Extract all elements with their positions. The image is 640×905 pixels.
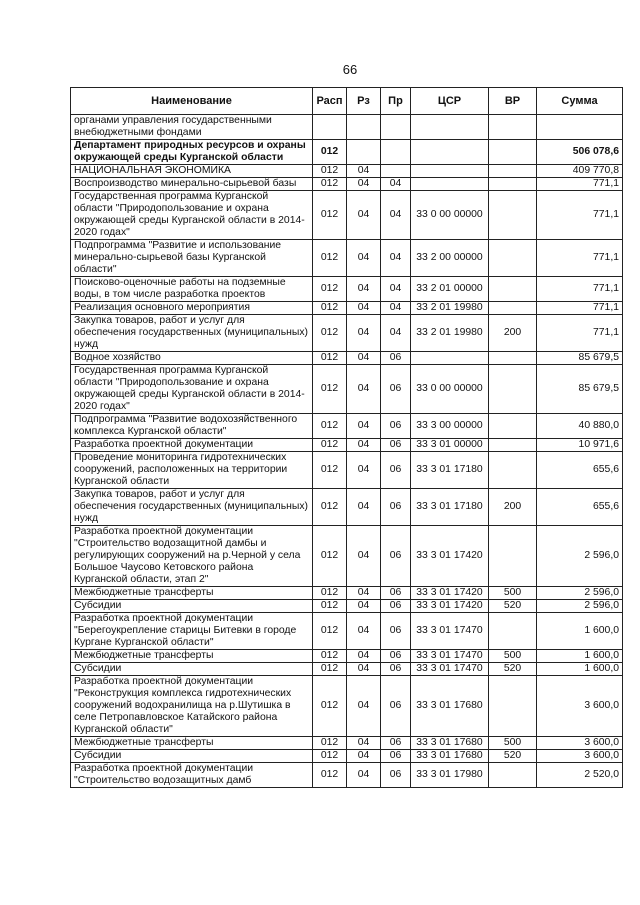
cell-sum: 3 600,0	[537, 676, 623, 737]
cell-vr	[489, 676, 537, 737]
table-row	[71, 115, 623, 140]
cell-sum: 771,1	[537, 302, 623, 315]
table-row	[71, 140, 623, 165]
cell-rasp: 012	[313, 191, 347, 240]
cell-vr	[489, 613, 537, 650]
cell-pr	[381, 115, 411, 140]
table-row	[71, 240, 623, 277]
cell-csr: 33 3 01 17470	[411, 650, 489, 663]
cell-rz	[347, 115, 381, 140]
cell-pr: 06	[381, 526, 411, 587]
cell-name: Разработка проектной документации "Реконструкция комплекса гидротехнических сооружений водохранилища на р.Шутишка в селе Петропавловское Катайского района Курганской области"	[71, 676, 313, 737]
cell-csr: 33 3 01 17680	[411, 676, 489, 737]
header-csr: ЦСР	[411, 88, 489, 115]
cell-vr	[489, 302, 537, 315]
cell-pr: 04	[381, 191, 411, 240]
table-row	[71, 178, 623, 191]
cell-sum: 2 596,0	[537, 587, 623, 600]
table-row	[71, 439, 623, 452]
table-row	[71, 489, 623, 526]
cell-pr: 06	[381, 365, 411, 414]
cell-sum: 85 679,5	[537, 365, 623, 414]
cell-vr	[489, 526, 537, 587]
table-row	[71, 526, 623, 587]
cell-pr: 04	[381, 178, 411, 191]
cell-vr	[489, 277, 537, 302]
cell-name: Государственная программа Курганской области "Природопользование и охрана окружающей среды Курганской области в 2014-2020 годах"	[71, 365, 313, 414]
cell-rasp: 012	[313, 750, 347, 763]
cell-rz: 04	[347, 676, 381, 737]
cell-name: Подпрограмма "Развитие и использование минерально-сырьевой базы Курганской области"	[71, 240, 313, 277]
cell-pr: 04	[381, 277, 411, 302]
cell-rz: 04	[347, 302, 381, 315]
header-vr: ВР	[489, 88, 537, 115]
cell-rz: 04	[347, 489, 381, 526]
cell-rz: 04	[347, 600, 381, 613]
cell-name: Департамент природных ресурсов и охраны окружающей среды Курганской области	[71, 140, 313, 165]
cell-name: органами управления государственными внебюджетными фондами	[71, 115, 313, 140]
cell-sum: 2 596,0	[537, 526, 623, 587]
cell-vr	[489, 165, 537, 178]
cell-vr	[489, 414, 537, 439]
header-rz: Рз	[347, 88, 381, 115]
table-header-row	[71, 88, 623, 115]
header-rasp: Расп	[313, 88, 347, 115]
cell-sum: 655,6	[537, 489, 623, 526]
cell-name: Воспроизводство минерально-сырьевой базы	[71, 178, 313, 191]
table-row	[71, 165, 623, 178]
cell-name: Межбюджетные трансферты	[71, 650, 313, 663]
header-pr: Пр	[381, 88, 411, 115]
cell-sum	[537, 115, 623, 140]
cell-rasp	[313, 115, 347, 140]
cell-pr: 06	[381, 600, 411, 613]
cell-rasp: 012	[313, 240, 347, 277]
header-sum: Сумма	[537, 88, 623, 115]
cell-rz: 04	[347, 452, 381, 489]
cell-rasp: 012	[313, 178, 347, 191]
cell-name: Водное хозяйство	[71, 352, 313, 365]
cell-rasp: 012	[313, 613, 347, 650]
cell-csr: 33 3 01 17180	[411, 489, 489, 526]
cell-vr: 200	[489, 489, 537, 526]
table-row	[71, 676, 623, 737]
cell-vr: 520	[489, 600, 537, 613]
cell-csr: 33 3 01 17420	[411, 526, 489, 587]
cell-rasp: 012	[313, 650, 347, 663]
cell-vr	[489, 178, 537, 191]
table-row	[71, 302, 623, 315]
table-row	[71, 763, 623, 788]
cell-vr	[489, 140, 537, 165]
cell-vr: 200	[489, 315, 537, 352]
cell-name: Проведение мониторинга гидротехнических сооружений, расположенных на территории Курганской области	[71, 452, 313, 489]
cell-csr: 33 3 01 17680	[411, 750, 489, 763]
cell-rz: 04	[347, 613, 381, 650]
cell-pr	[381, 165, 411, 178]
cell-pr: 04	[381, 240, 411, 277]
cell-rz: 04	[347, 277, 381, 302]
cell-pr: 06	[381, 663, 411, 676]
cell-sum: 771,1	[537, 191, 623, 240]
cell-name: Субсидии	[71, 750, 313, 763]
cell-pr: 06	[381, 737, 411, 750]
cell-rasp: 012	[313, 277, 347, 302]
cell-name: Разработка проектной документации	[71, 439, 313, 452]
cell-rz: 04	[347, 763, 381, 788]
cell-vr	[489, 365, 537, 414]
cell-pr: 04	[381, 302, 411, 315]
cell-name: Закупка товаров, работ и услуг для обеспечения государственных (муниципальных) нужд	[71, 489, 313, 526]
cell-csr: 33 3 01 17180	[411, 452, 489, 489]
table-row	[71, 613, 623, 650]
cell-vr: 520	[489, 750, 537, 763]
cell-rz: 04	[347, 315, 381, 352]
cell-csr: 33 3 01 17980	[411, 763, 489, 788]
cell-pr: 06	[381, 750, 411, 763]
header-name: Наименование	[71, 88, 313, 115]
cell-csr	[411, 178, 489, 191]
cell-csr: 33 3 01 00000	[411, 439, 489, 452]
cell-sum: 655,6	[537, 452, 623, 489]
cell-rasp: 012	[313, 414, 347, 439]
cell-sum: 771,1	[537, 178, 623, 191]
cell-sum: 1 600,0	[537, 650, 623, 663]
cell-csr: 33 2 01 19980	[411, 302, 489, 315]
cell-rasp: 012	[313, 315, 347, 352]
table-row	[71, 352, 623, 365]
cell-pr: 06	[381, 587, 411, 600]
cell-rasp: 012	[313, 365, 347, 414]
cell-rasp: 012	[313, 489, 347, 526]
cell-name: Государственная программа Курганской области "Природопользование и охрана окружающей среды Курганской области в 2014-2020 годах"	[71, 191, 313, 240]
cell-rasp: 012	[313, 737, 347, 750]
cell-sum: 771,1	[537, 240, 623, 277]
cell-name: Субсидии	[71, 663, 313, 676]
table-row	[71, 750, 623, 763]
cell-pr: 06	[381, 676, 411, 737]
cell-pr: 06	[381, 763, 411, 788]
cell-sum: 2 520,0	[537, 763, 623, 788]
cell-csr: 33 0 00 00000	[411, 191, 489, 240]
cell-vr	[489, 452, 537, 489]
cell-rz: 04	[347, 439, 381, 452]
cell-rasp: 012	[313, 526, 347, 587]
cell-csr: 33 2 00 00000	[411, 240, 489, 277]
cell-rasp: 012	[313, 352, 347, 365]
cell-rasp: 012	[313, 452, 347, 489]
cell-csr	[411, 140, 489, 165]
cell-rasp: 012	[313, 302, 347, 315]
table-row	[71, 315, 623, 352]
cell-vr	[489, 240, 537, 277]
cell-sum: 771,1	[537, 315, 623, 352]
table-row	[71, 365, 623, 414]
cell-rz: 04	[347, 365, 381, 414]
cell-rasp: 012	[313, 763, 347, 788]
cell-name: Межбюджетные трансферты	[71, 737, 313, 750]
cell-rasp: 012	[313, 587, 347, 600]
cell-rasp: 012	[313, 676, 347, 737]
cell-csr: 33 3 01 17470	[411, 663, 489, 676]
cell-rz: 04	[347, 191, 381, 240]
cell-sum: 771,1	[537, 277, 623, 302]
table-row	[71, 414, 623, 439]
cell-name: Поисково-оценочные работы на подземные воды, в том числе разработка проектов	[71, 277, 313, 302]
cell-vr	[489, 763, 537, 788]
cell-vr: 520	[489, 663, 537, 676]
cell-csr: 33 3 01 17470	[411, 613, 489, 650]
cell-rz: 04	[347, 587, 381, 600]
cell-rz: 04	[347, 750, 381, 763]
cell-name: Субсидии	[71, 600, 313, 613]
cell-sum: 1 600,0	[537, 663, 623, 676]
cell-vr	[489, 439, 537, 452]
cell-csr	[411, 352, 489, 365]
cell-csr: 33 2 01 00000	[411, 277, 489, 302]
cell-csr: 33 3 01 17420	[411, 600, 489, 613]
cell-sum: 409 770,8	[537, 165, 623, 178]
cell-vr: 500	[489, 587, 537, 600]
cell-rz: 04	[347, 737, 381, 750]
table-row	[71, 650, 623, 663]
cell-csr: 33 2 01 19980	[411, 315, 489, 352]
cell-rz: 04	[347, 663, 381, 676]
cell-csr	[411, 165, 489, 178]
table-row	[71, 600, 623, 613]
cell-rasp: 012	[313, 663, 347, 676]
budget-table	[70, 87, 623, 788]
cell-pr: 04	[381, 315, 411, 352]
cell-name: Разработка проектной документации "Строительство водозащитной дамбы и регулирующих сооружений на р.Черной у села Большое Чаусово Кетовского района Курганской области, этап 2"	[71, 526, 313, 587]
cell-vr: 500	[489, 737, 537, 750]
cell-pr: 06	[381, 414, 411, 439]
table-row	[71, 587, 623, 600]
cell-pr: 06	[381, 650, 411, 663]
cell-csr: 33 3 01 17420	[411, 587, 489, 600]
cell-vr	[489, 352, 537, 365]
cell-vr	[489, 191, 537, 240]
cell-name: Закупка товаров, работ и услуг для обеспечения государственных (муниципальных) нужд	[71, 315, 313, 352]
cell-sum: 3 600,0	[537, 750, 623, 763]
cell-rz: 04	[347, 526, 381, 587]
cell-vr	[489, 115, 537, 140]
cell-rz: 04	[347, 352, 381, 365]
cell-sum: 506 078,6	[537, 140, 623, 165]
table-row	[71, 737, 623, 750]
cell-rz: 04	[347, 650, 381, 663]
cell-csr: 33 3 01 17680	[411, 737, 489, 750]
table-row	[71, 663, 623, 676]
table-row	[71, 452, 623, 489]
cell-sum: 10 971,6	[537, 439, 623, 452]
cell-rz: 04	[347, 414, 381, 439]
page-number: 66	[342, 62, 358, 77]
cell-sum: 2 596,0	[537, 600, 623, 613]
cell-name: НАЦИОНАЛЬНАЯ ЭКОНОМИКА	[71, 165, 313, 178]
cell-name: Межбюджетные трансферты	[71, 587, 313, 600]
cell-name: Реализация основного мероприятия	[71, 302, 313, 315]
cell-rasp: 012	[313, 165, 347, 178]
cell-rasp: 012	[313, 439, 347, 452]
cell-pr: 06	[381, 489, 411, 526]
cell-rz	[347, 140, 381, 165]
cell-pr	[381, 140, 411, 165]
cell-rasp: 012	[313, 600, 347, 613]
cell-name: Разработка проектной документации "Берегоукрепление старицы Битевки в городе Кургане Курганской области"	[71, 613, 313, 650]
cell-name: Подпрограмма "Развитие водохозяйственного комплекса Курганской области"	[71, 414, 313, 439]
cell-sum: 85 679,5	[537, 352, 623, 365]
cell-pr: 06	[381, 352, 411, 365]
cell-pr: 06	[381, 439, 411, 452]
cell-sum: 1 600,0	[537, 613, 623, 650]
cell-csr: 33 0 00 00000	[411, 365, 489, 414]
table-row	[71, 191, 623, 240]
cell-sum: 3 600,0	[537, 737, 623, 750]
cell-pr: 06	[381, 452, 411, 489]
cell-rz: 04	[347, 240, 381, 277]
cell-rz: 04	[347, 178, 381, 191]
cell-pr: 06	[381, 613, 411, 650]
cell-vr: 500	[489, 650, 537, 663]
cell-sum: 40 880,0	[537, 414, 623, 439]
table-row	[71, 277, 623, 302]
cell-rasp: 012	[313, 140, 347, 165]
cell-rz: 04	[347, 165, 381, 178]
cell-csr: 33 3 00 00000	[411, 414, 489, 439]
cell-name: Разработка проектной документации "Строительство водозащитных дамб	[71, 763, 313, 788]
cell-csr	[411, 115, 489, 140]
